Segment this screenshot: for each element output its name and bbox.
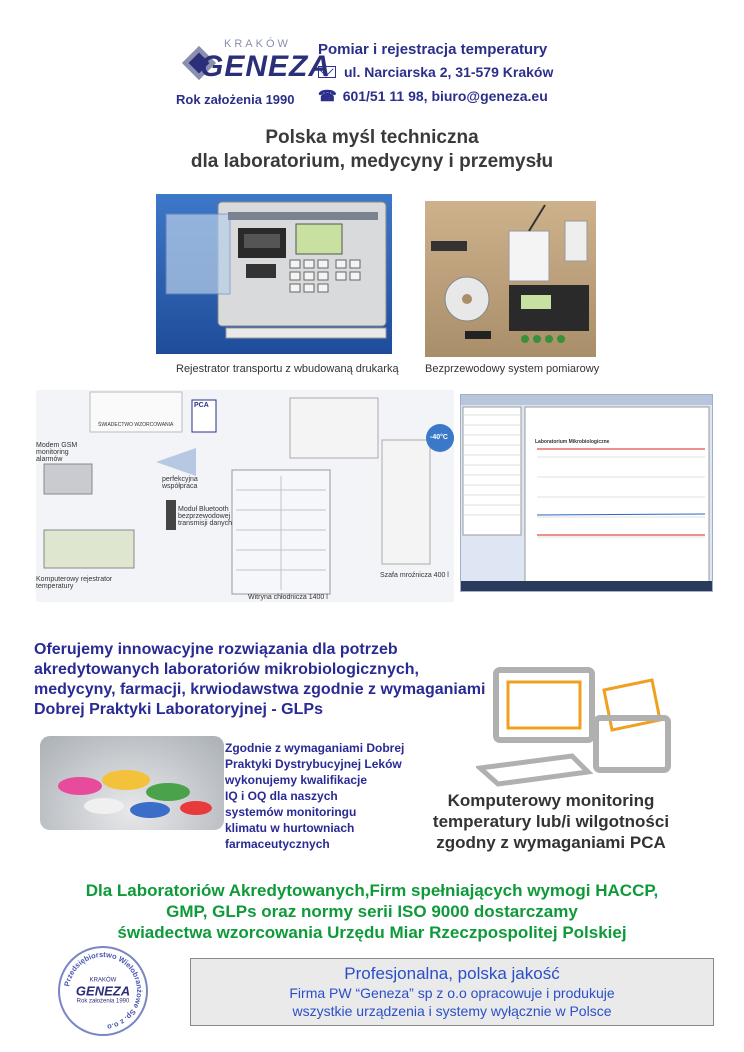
company-logo	[180, 38, 332, 88]
stamp-year: Rok założenia 1990	[76, 998, 130, 1005]
header-contact	[318, 87, 548, 105]
photo-collage	[36, 390, 454, 602]
label-bluetooth: Moduł Bluetooth bezprzewodowej transmisji danych	[178, 506, 233, 527]
envelope-icon	[318, 66, 336, 78]
address-text: ul. Narciarska 2, 31-579 Kraków	[344, 64, 554, 80]
label-fridge: Witryna chłodnicza 1400 l	[248, 594, 328, 601]
recorder-device-image	[156, 194, 392, 354]
accreditation-line: świadectwa wzorcowania Urzędu Miar Rzeczpospolitej Polskiej	[117, 923, 627, 942]
wireless-system-image	[425, 201, 596, 357]
quality-line1: Firma PW “Geneza” sp z o.o opracowuje i produkuje	[289, 985, 615, 1001]
monitoring-line: temperatury lub/i wilgotności	[432, 812, 670, 831]
gdp-line: wykonujemy kwalifikacje	[225, 773, 368, 787]
subtitle-line1: Polska myśl techniczna	[265, 127, 479, 148]
company-stamp	[58, 946, 148, 1036]
software-chart-image	[461, 395, 712, 591]
stamp-city: KRAKÓW	[89, 977, 117, 984]
label-temp-badge: -40°C	[430, 434, 448, 441]
quality-box	[190, 958, 714, 1026]
label-cooperation: perfekcyjna współpraca	[162, 476, 198, 490]
caption-transport-recorder: Rejestrator transportu z wbudowaną drukarką	[176, 363, 399, 375]
photo-transport-recorder	[156, 194, 392, 354]
offer-text: Oferujemy innowacyjne rozwiązania dla potrzeb akredytowanych laboratoriów mikrobiologicznych, medycyny, farmacji, krwiodawstwa zgodnie z wymaganiami Dobrej Praktyki Laboratoryjnej - GLPs	[34, 641, 486, 718]
phone-icon: ☎	[318, 88, 337, 105]
stamp-ring-text: Przedsiębiorstwo Wielobranżowe Sp. z o.o	[62, 949, 145, 1032]
label-cert: ŚWIADECTWO WZORCOWANIA	[98, 422, 174, 428]
label-pca: PCA	[194, 402, 209, 409]
logo-name: GENEZA	[200, 50, 332, 83]
accreditation-line: GMP, GLPs oraz normy serii ISO 9000 dostarczamy	[166, 902, 578, 921]
stamp-center	[76, 978, 130, 1005]
computer-printer-icon	[476, 660, 676, 788]
monitoring-line: Komputerowy monitoring	[447, 791, 655, 810]
contact-text: 601/51 11 98, biuro@geneza.eu	[342, 88, 548, 104]
header-title: Pomiar i rejestracja temperatury	[318, 41, 548, 58]
photo-wireless-system	[425, 201, 596, 357]
subtitle-line2: dla laboratorium, medycyny i przemysłu	[190, 151, 554, 172]
label-recorder: Komputerowy rejestrator temperatury	[36, 576, 113, 590]
gdp-line: systemów monitoringu	[225, 805, 357, 819]
monitoring-text	[406, 790, 696, 853]
pills-graphic	[40, 736, 224, 830]
monitoring-line: zgodny z wymaganiami PCA	[436, 833, 666, 852]
photo-software-screenshot	[460, 394, 713, 592]
caption-wireless-system: Bezprzewodowy system pomiarowy	[425, 363, 600, 375]
label-freezer: Szafa mroźnicza 400 l	[380, 572, 449, 579]
page-subtitle	[0, 126, 744, 174]
gdp-line: farmaceutycznych	[225, 837, 330, 851]
founded-year: Rok założenia 1990	[176, 92, 295, 107]
gdp-line: klimatu w hurtowniach	[225, 821, 355, 835]
accreditation-text	[0, 880, 744, 943]
gdp-line: IQ i OQ dla naszych	[225, 789, 338, 803]
quality-heading: Profesjonalna, polska jakość	[344, 964, 560, 983]
header-address	[318, 64, 553, 80]
label-gsm: Modem GSM monitoring alarmów	[36, 442, 78, 463]
gdp-line: Praktyki Dystrybucyjnej Leków	[225, 757, 402, 771]
stamp-name: GENEZA	[75, 983, 131, 999]
logo-city: KRAKÓW	[224, 38, 291, 50]
pills-image	[40, 736, 224, 830]
quality-line2: wszystkie urządzenia i systemy wyłącznie w Polsce	[292, 1003, 612, 1019]
gdp-line: Zgodnie z wymaganiami Dobrej	[225, 741, 405, 755]
chart-title: Laboratorium Mikrobiologiczne	[535, 439, 610, 445]
accreditation-line: Dla Laboratoriów Akredytowanych,Firm spełniających wymogi HACCP,	[85, 881, 659, 900]
